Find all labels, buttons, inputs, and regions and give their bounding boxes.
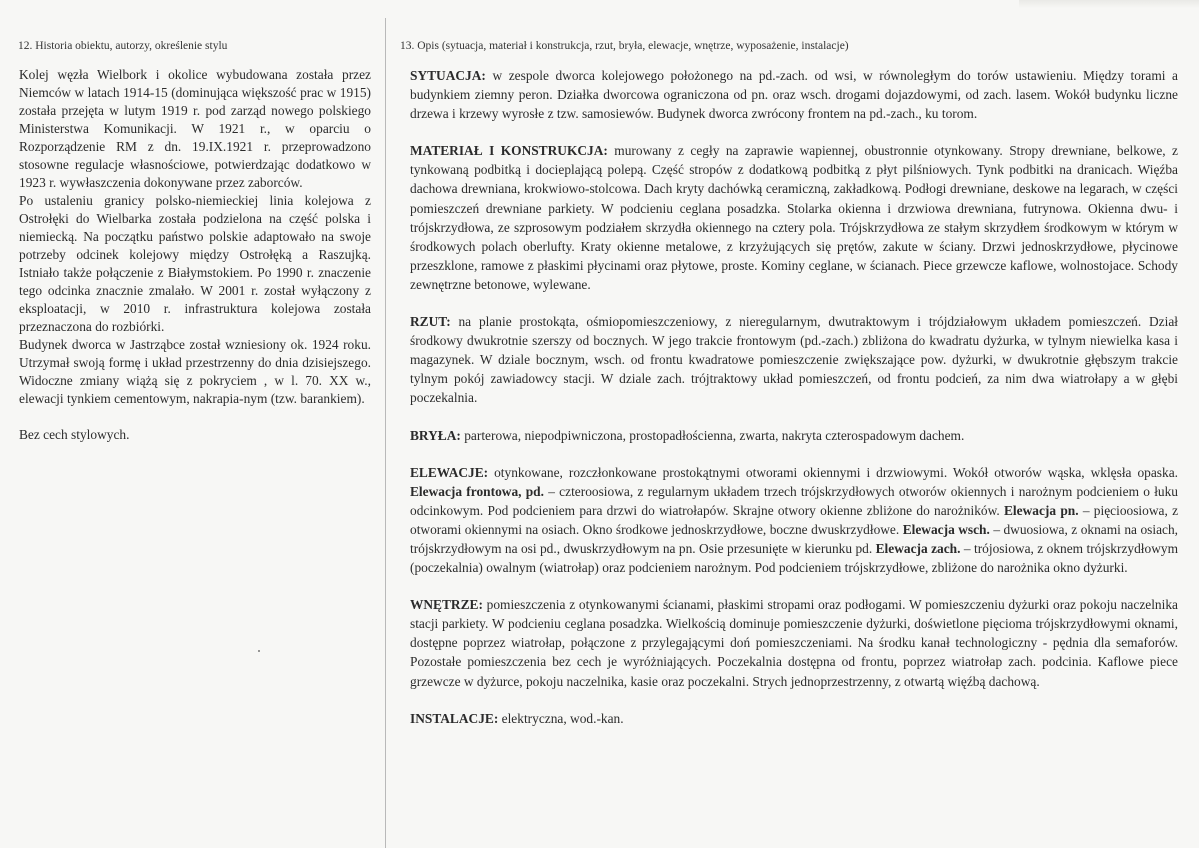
subsection-label: Elewacja pn.: [1004, 502, 1079, 518]
subsection-label: Elewacja wsch.: [902, 521, 990, 537]
scan-edge-shadow: [1019, 0, 1199, 8]
section-text: – dwuosiowa, z oknami na osiach, trójskrzydłowym na osi pd., dwuskrzydłowym na pn. Osie przesunięte w kierunku pd.: [410, 521, 1179, 556]
section-bryla: [410, 426, 1178, 445]
section-text: otynkowane, rozczłonkowane prostokątnymi otworami okiennymi i drzwiowymi. Wokół otworów wąska, wklęsła opaska.: [488, 464, 1178, 480]
section-label: RZUT:: [410, 314, 451, 330]
section-label: BRYŁA:: [410, 427, 461, 443]
history-paragraph: Kolej węzła Wielbork i okolice wybudowana została przez Niemców w latach 1914-15 (dominująca większość prac w 1915) została przejęta w lutym 1919 r. pod zarząd nowego polskiego Ministerstwa Komunikacji. W 1921 r., w oparciu o Rozporządzenie RM z dn. 19.IX.1921 r. przeprowadzono stosowne regulacje własnościowe, potwierdzając dodatkowo w 1923 r. wywłaszczenia dokonywane przez zaborców.: [19, 67, 371, 190]
section-label: SYTUACJA:: [410, 68, 486, 83]
section-text: murowany z cegły na zaprawie wapiennej, obustronnie otynkowany. Stropy drewniane, belkowe, z tynkowaną podbitką i docieplającą polepą. Część stropów z dodatkową podbitką z płyt pilśniowych. Tynk podbitki na dranicach. Więźba dachowa drewniana, krokwiowo-stolcowa. Dach kryty dachówką ceramiczną, zakładkową. Podłogi drewniane, deskowe na legarach, w części pomieszczeń drewniane parkiety. W podcieniu ceglana posadzka. Stolarka okienna i drzwiowa drewniana, futrynowa. Okienna dwu- i trójskrzydłowa, ze szprosowym podziałem skrzydła okiennego na cztery pola. Trójskrzydłowa ze stałym skrzydłem środkowym w którym w środkowych polach oberlufty. Kraty okienne metalowe, z krzyżujących się prętów, zakute w ściany. Drzwi jednoskrzydłowe, płycinowe przeszklone, ramowe z płaskimi płycinami oraz płytowe, proste. Kominy ceglane, w ścianach. Piece grzewcze kaflowe, wolnostojace. Schody zewnętrzne betonowe, wylewane.: [410, 143, 1178, 292]
section-label: WNĘTRZE:: [410, 597, 483, 613]
description-column: [400, 40, 1179, 746]
history-column: [19, 40, 371, 444]
column-divider: [385, 18, 386, 848]
section-label: MATERIAŁ I KONSTRUKCJA:: [410, 143, 608, 159]
section-text: w zespole dworca kolejowego położonego na pd.-zach. od wsi, w równoległym do torów ustawieniu. Między torami a budynkiem ziemny peron. Działka dworcowa ograniczona od pn. oraz wsch. drogami dojazdowymi, od zach. lasem. Wokół budynku liczne drzewa i krzewy wyrosłe z tzw. samosiewów. Budynek dworca zwrócony frontem na pd.-zach., ku torom.: [410, 68, 1178, 122]
section-elewacje: [410, 463, 1178, 578]
section-text: – pięcioosiowa, z otworami okiennymi na osiach. Okno środkowe jednoskrzydłowe, boczne dwuskrzydłowe.: [410, 502, 1179, 537]
section-instalacje: [410, 709, 1178, 728]
description-heading: 13. Opis (sytuacja, materiał i konstrukcja, rzut, bryła, elewacje, wnętrze, wyposażenie, instalacje): [400, 40, 849, 52]
section-text: parterowa, niepodpiwniczona, prostopadłościenna, zwarta, nakryta czterospadowym dachem.: [460, 427, 965, 443]
section-label: ELEWACJE:: [410, 464, 489, 480]
section-text: – czteroosiowa, z regularnym układem trzech trójskrzydłowych otworów okiennych i narożnym podcieniem o łuku odcinkowym. Pod podcieniem para drzwi do wiatrołapów. Skrajne otwory okienne zbliżone do narożników.: [410, 483, 1178, 518]
subsection-label: Elewacja frontowa, pd.: [410, 483, 544, 499]
section-text: elektryczna, wod.-kan.: [498, 710, 624, 726]
section-label: INSTALACJE:: [410, 710, 499, 726]
section-sytuacja: [410, 66, 1178, 123]
style-note: Bez cech stylowych.: [19, 427, 130, 442]
subsection-label: Elewacja zach.: [875, 540, 961, 556]
history-text: [19, 66, 371, 444]
scan-speck: [258, 650, 260, 652]
history-paragraph: Budynek dworca w Jastrząbce został wzniesiony ok. 1924 roku. Utrzymał swoją formę i układ przestrzenny do dnia dzisiejszego. Widoczne zmiany wiążą się z pokryciem , w l. 70. XX w., elewacji tynkiem cementowym, nakrapia-nym (tzw. barankiem).: [19, 337, 371, 406]
history-heading: 12. Historia obiektu, autorzy, określenie stylu: [18, 40, 228, 52]
section-rzut: [410, 312, 1178, 407]
section-text: na planie prostokąta, ośmiopomieszczeniowy, z nieregularnym, dwutraktowym i trójdziałowym układem pomieszczeń. Dział środkowy dwukrotnie szerszy od bocznych. W jego trakcie frontowym (pd.-zach.) zbliżona do kwadratu dyżurka, w tylnym niewielka kasa i magazynek. W dziale bocznym, wsch. od frontu kwadratowe pomieszczenie zwiększające pow. dyżurki, w dwukrotnie głębszym trakcie tylnym pokój zawiadowcy stacji. W dziale zach. trójtraktowy układ pomieszczeń, od frontu podcień, za nim dwa wiatrołapy a w głębi poczekalnia.: [410, 314, 1178, 406]
section-wnetrze: [410, 595, 1178, 690]
history-paragraph: Po ustaleniu granicy polsko-niemieckiej linia kolejowa z Ostrołęki do Wielbarka została podzielona na część polska i niemiecką. Na początku państwo polskie adaptowało na swoje potrzeby odcinek kolejowy między Ostrołęką a Raszujką. Istniało także połączenie z Białymstokiem. Po 1990 r. znaczenie tego odcinka znacznie zmalało. W 2001 r. został wyłączony z eksploatacji, w 2010 r. infrastruktura kolejowa została przeznaczona do rozbiórki.: [19, 193, 371, 334]
section-text: – trójosiowa, z oknem trójskrzydłowym (poczekalnia) owalnym (wiatrołap) oraz podcieniem narożnym. Pod podcieniem trójskrzydłowe, zbliżone do narożnika okno dyżurki.: [410, 540, 1178, 576]
section-material: [410, 141, 1178, 294]
section-text: pomieszczenia z otynkowanymi ścianami, płaskimi stropami oraz podłogami. W pomieszczeniu dyżurki oraz pokoju naczelnika stacji parkiety. W podcieniu ceglana posadzka. Wielkością dominuje pomieszczenie dyżurki, doświetlone pięcioma trójskrzydłowymi oknami, dostępne poprzez wiatrołap, połączone z przylegającymi doń pomieszczeniami. Na środku kanał technologiczny - pędnia dla semaforów. Pozostałe pomieszczenia bez cech je wyróżniających. Poczekalnia dostępna od frontu, poprzez wiatrołap zach. podcinia. Kaflowe piece grzewcze w dyżurce, pokoju naczelnika, kasie oraz poczekalni. Strych jednoprzestrzenny, z otwartą więźbą dachową.: [410, 597, 1178, 689]
